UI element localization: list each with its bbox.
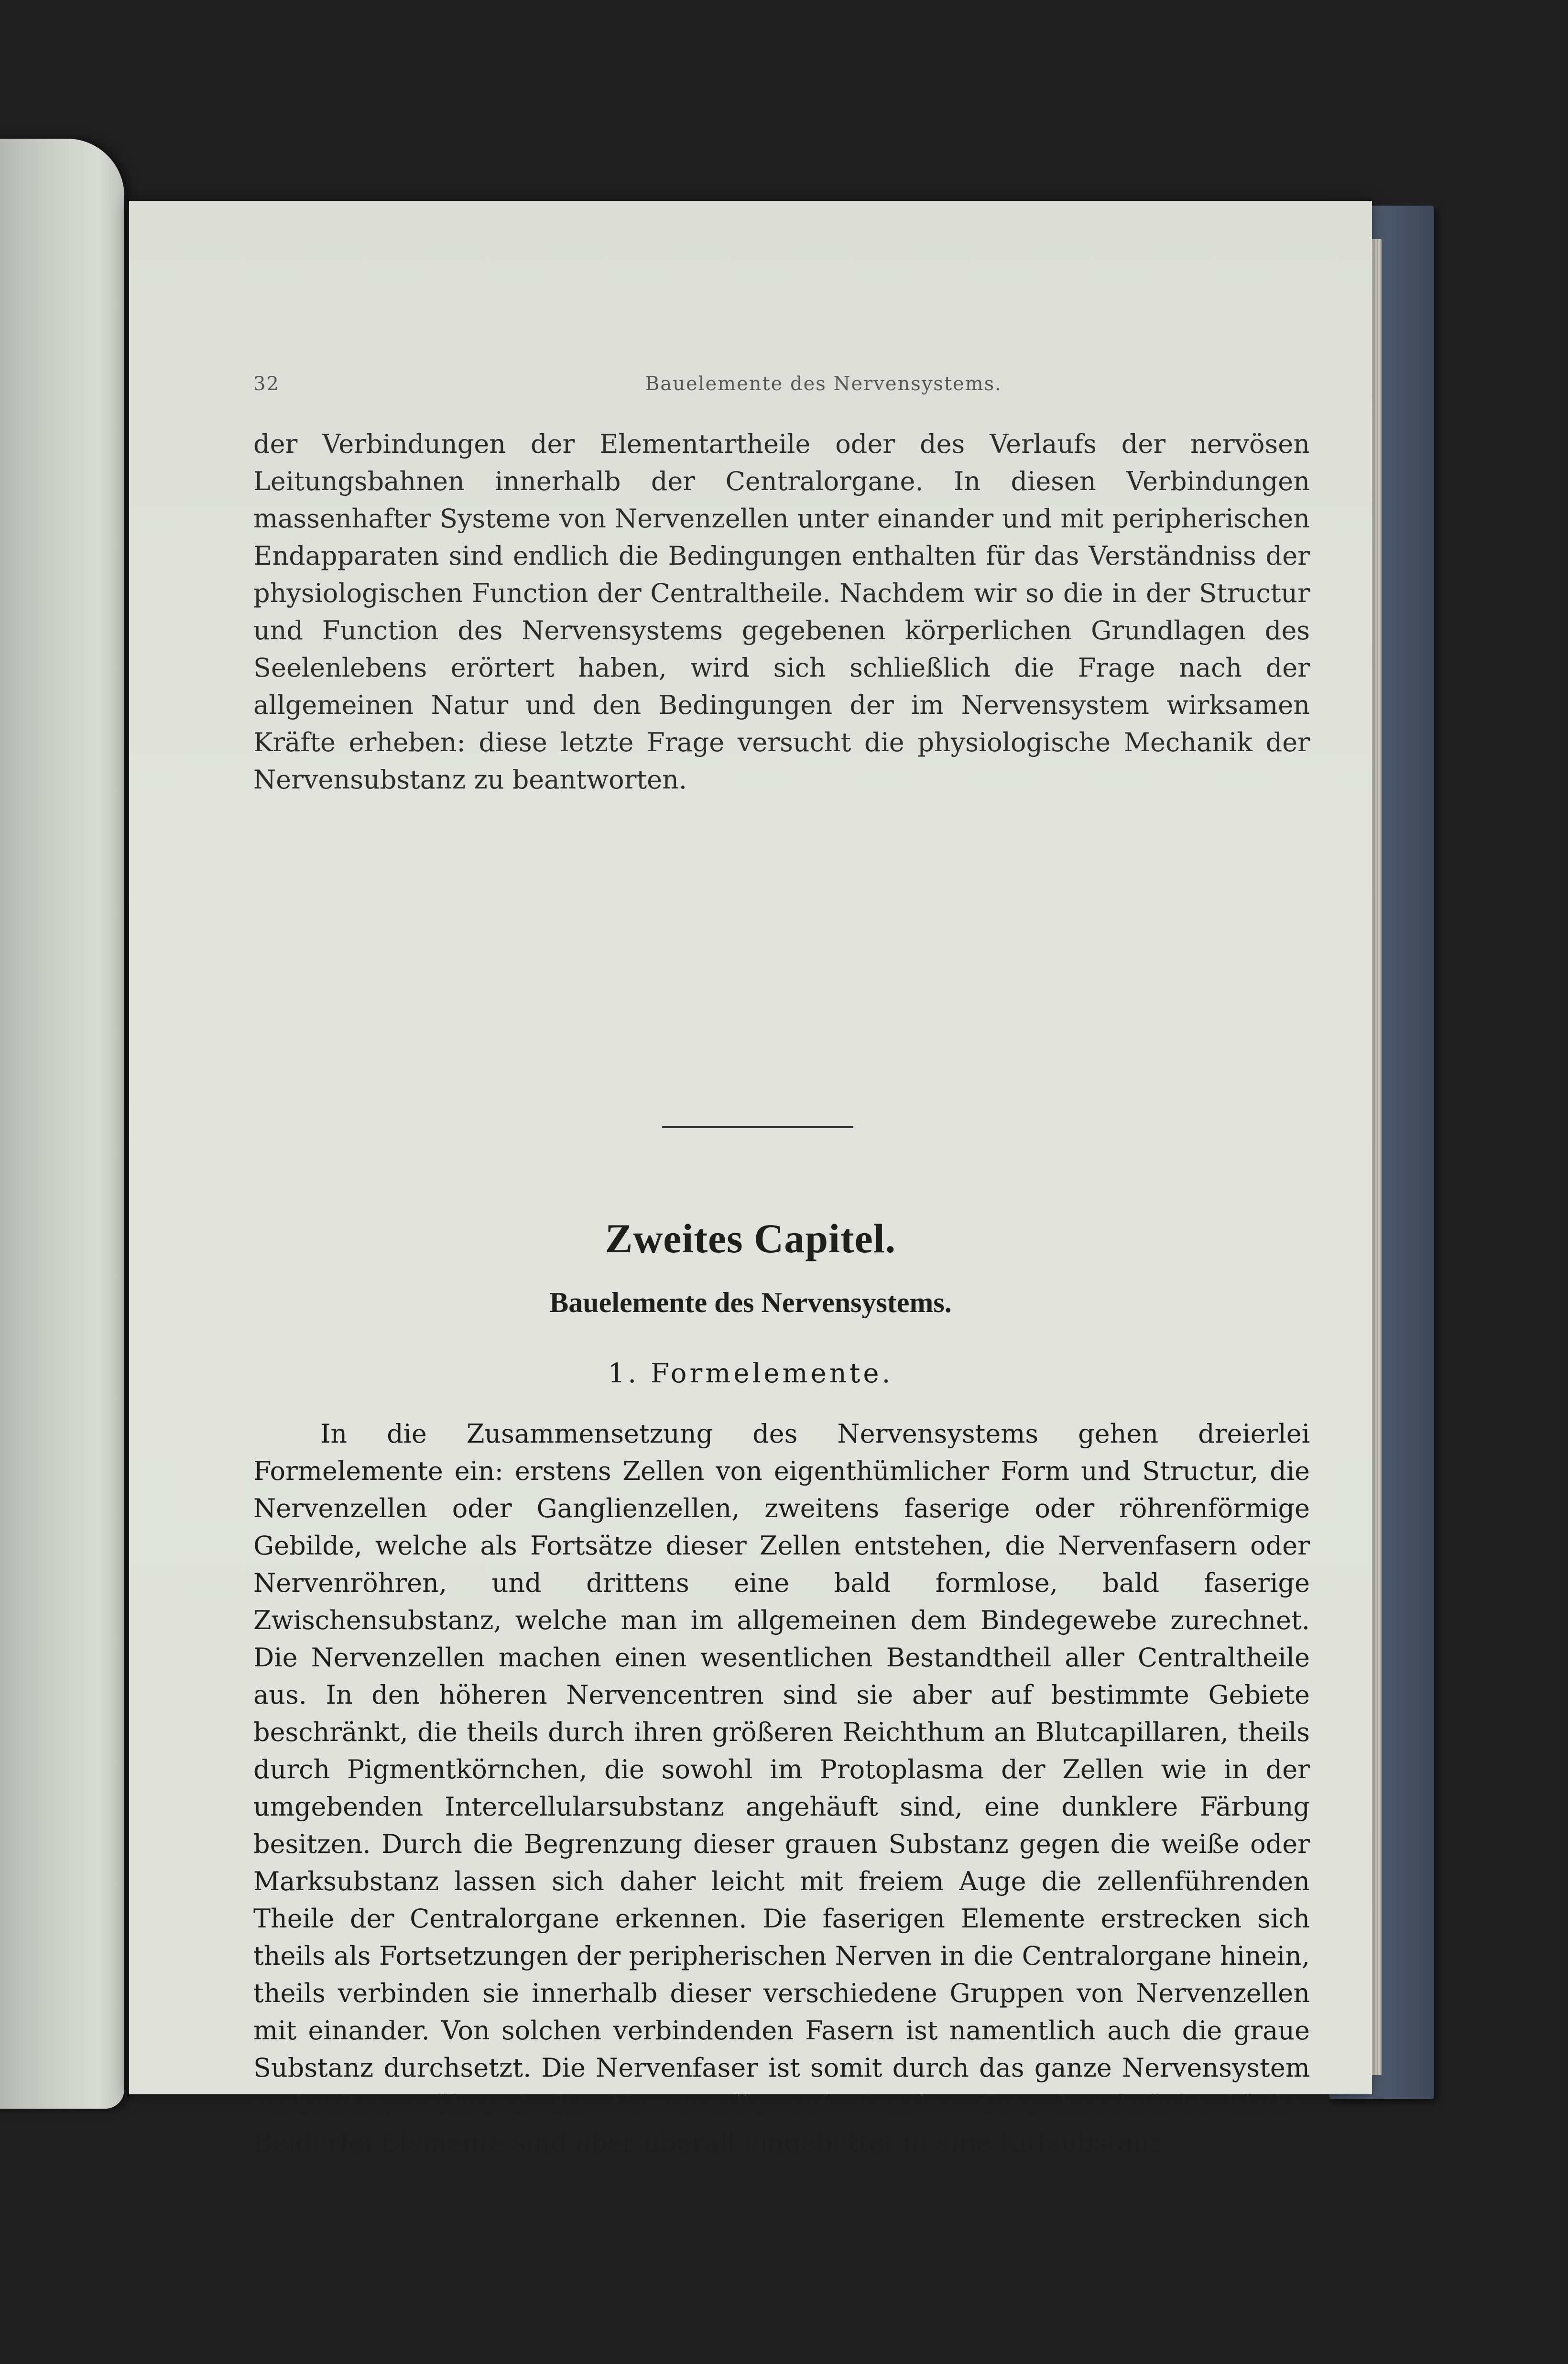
page-number: 32 (253, 373, 280, 395)
running-header (253, 373, 1257, 411)
body-text (253, 1415, 1310, 2161)
running-title: Bauelemente des Nervensystems. (645, 373, 1002, 395)
book-page (129, 201, 1372, 2157)
chapter-title: Zweites Capitel. (605, 1215, 896, 1261)
chapter-subtitle: Bauelemente des Nervensystems. (549, 1287, 952, 1318)
section-divider (662, 1126, 853, 1128)
body-paragraph: In die Zusammensetzung des Nervensystems gehen dreierlei Formelemente ein: erstens Zellen von eigenthümlicher Form und Structur, die Nervenzellen oder Ganglienzellen, zweitens faserige oder röhrenförmige Gebilde, welche als Fortsätze dieser Zellen entstehen, die Nervenfasern oder Nervenröhren, und drittens eine bald formlose, bald faserige Zwischensubstanz, welche man im allgemeinen dem Bindegewebe zurechnet. Die Nervenzellen machen einen wesentlichen Bestandtheil aller Centraltheile aus. In den höheren Nervencentren sind sie aber auf bestimmte Gebiete beschränkt, die theils durch ihren größeren Reichthum an Blutcapillaren, theils durch Pigmentkörnchen, die sowohl im Protoplasma der Zellen wie in der umgebenden Intercellularsubstanz angehäuft sind, eine dunklere Färbung besitzen. Durch die Begrenzung dieser grauen Substanz gegen die weiße oder Marksubstanz lassen sich daher leicht mit freiem Auge die zellenführenden Theile der Centralorgane erkennen. Die faserigen Elemente erstrecken sich theils als Fortsetzungen der peripherischen Nerven in die Centralorgane hinein, theils verbinden sie innerhalb dieser verschiedene Gruppen von Nervenzellen mit einander. Von solchen verbindenden Fasern ist namentlich auch die graue Substanz durchsetzt. Die Nervenfaser ist somit durch das ganze Nervensystem verbreitet, während die Nervenzelle auf einzelne Orte beschränkt bleibt. Beiderlei Elemente sind aber überall eingebettet in eine Kittsubstanz. (253, 1419, 1310, 2157)
intro-text (253, 426, 1310, 799)
left-page-edge (0, 139, 124, 2109)
intro-paragraph: der Verbindungen der Elementartheile oder des Verlaufs der nervösen Leitungsbahnen innerhalb der Centralorgane. In diesen Verbindungen massenhafter Systeme von Nervenzellen unter einander und mit peripherischen Endapparaten sind endlich die Bedingungen enthalten für das Verständniss der physiologischen Function der Centraltheile. Nachdem wir so die in der Structur und Function des Nervensystems gegebenen körperlichen Grundlagen des Seelenlebens erörtert haben, wird sich schließlich die Frage nach der allgemeinen Natur und den Bedingungen der im Nervensystem wirksamen Kräfte erheben: diese letzte Frage versucht die physiologische Mechanik der Nervensubstanz zu beantworten. (253, 429, 1310, 795)
section-title: 1. Formelemente. (608, 1358, 893, 1389)
